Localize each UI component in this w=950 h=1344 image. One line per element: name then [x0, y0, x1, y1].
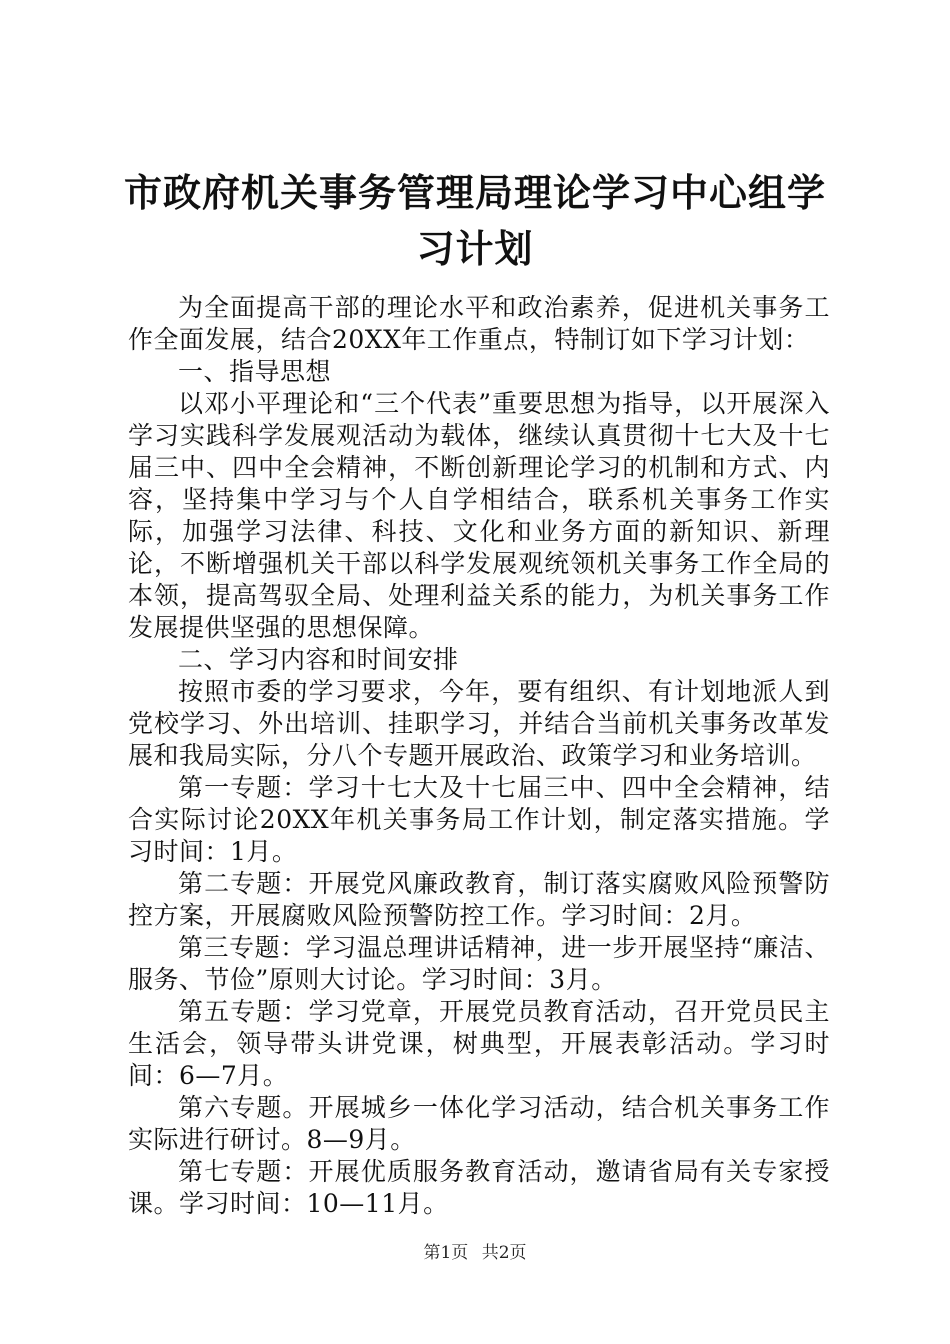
section-heading-content-schedule: 二、学习内容和时间安排: [178, 645, 459, 674]
topic-3-paragraph: 第三专题：学习温总理讲话精神，进一步开展坚持“廉洁、服务、节俭”原则大讨论。学习时间：3月。: [128, 933, 830, 994]
document-body: [128, 292, 830, 1220]
page-footer: [0, 1241, 950, 1265]
topic-6-paragraph: 第六专题。开展城乡一体化学习活动，结合机关事务工作实际进行研讨。8—9月。: [128, 1093, 830, 1154]
intro-paragraph: 为全面提高干部的理论水平和政治素养，促进机关事务工作全面发展，结合20XX年工作重点，特制订如下学习计划：: [128, 293, 830, 354]
page-number: 第1页: [423, 1243, 469, 1263]
topic-1-paragraph: 第一专题：学习十七大及十七届三中、四中全会精神，结合实际讨论20XX年机关事务局工作计划，制定落实措施。学习时间：1月。: [128, 773, 830, 866]
content-schedule-paragraph: 按照市委的学习要求，今年，要有组织、有计划地派人到党校学习、外出培训、挂职学习，并结合当前机关事务改革发展和我局实际，分八个专题开展政治、政策学习和业务培训。: [128, 677, 830, 770]
document-title: 市政府机关事务管理局理论学习中心组学习计划: [123, 171, 826, 271]
topic-7-paragraph: 第七专题：开展优质服务教育活动，邀请省局有关专家授课。学习时间：10—11月。: [128, 1157, 830, 1218]
topic-5-paragraph: 第五专题：学习党章，开展党员教育活动，召开党员民主生活会，领导带头讲党课，树典型，开展表彰活动。学习时间：6—7月。: [128, 997, 830, 1090]
page-total: 共2页: [481, 1243, 527, 1263]
section-heading-guiding-thought: 一、指导思想: [178, 357, 332, 386]
guiding-thought-paragraph: 以邓小平理论和“三个代表”重要思想为指导，以开展深入学习实践科学发展观活动为载体，继续认真贯彻十七大及十七届三中、四中全会精神，不断创新理论学习的机制和方式、内容，坚持集中学习与个人自学相结合，联系机关事务工作实际，加强学习法律、科技、文化和业务方面的新知识、新理论，不断增强机关干部以科学发展观统领机关事务工作全局的本领，提高驾驭全局、处理利益关系的能力，为机关事务工作发展提供坚强的思想保障。: [128, 389, 830, 642]
topic-2-paragraph: 第二专题：开展党风廉政教育，制订落实腐败风险预警防控方案，开展腐败风险预警防控工作。学习时间：2月。: [128, 869, 830, 930]
